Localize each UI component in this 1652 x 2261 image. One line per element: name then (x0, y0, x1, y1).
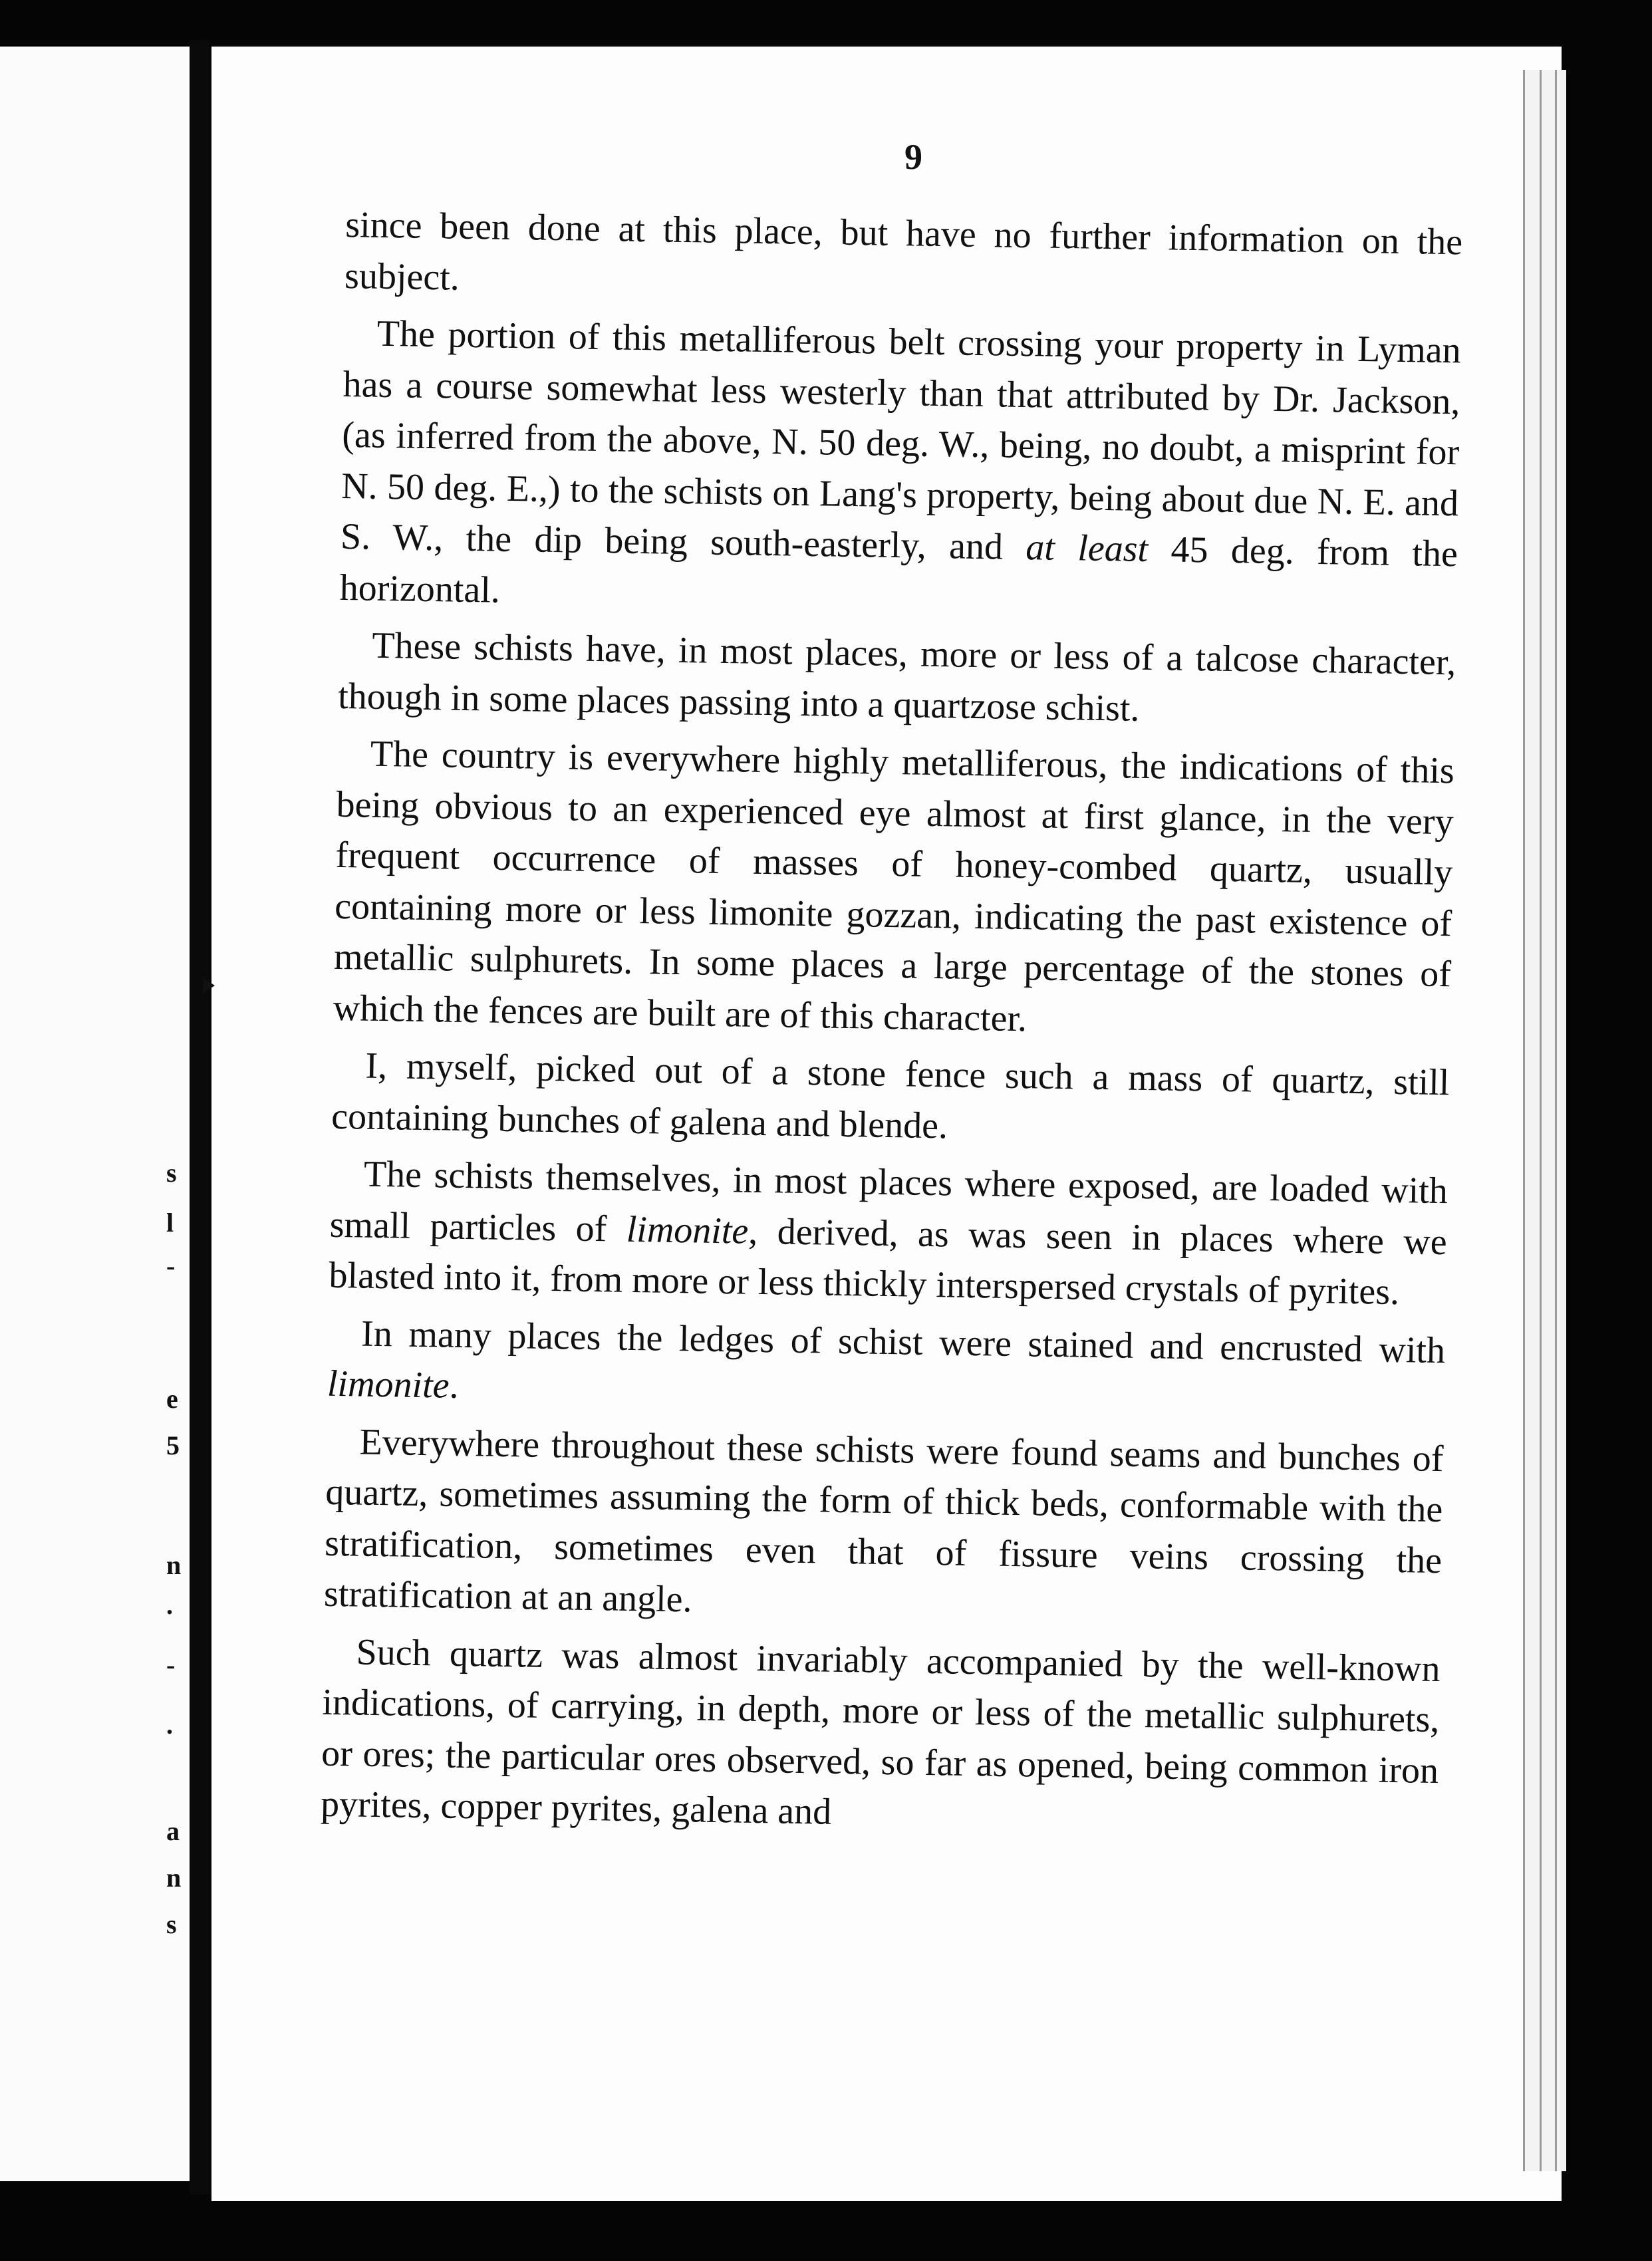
paragraph-3 (338, 620, 1456, 739)
text-run: These schists have, in most places, more or less of a talcose character, though in some places passing into a quartzose schist. (337, 624, 1456, 730)
facing-page-fragment: . (166, 1710, 173, 1740)
page-number: 9 (904, 137, 922, 177)
text-run: The schists themselves, in most places where exposed, are loaded with small particles of (329, 1153, 1448, 1250)
facing-page-fragment: e (166, 1384, 178, 1414)
text-run: Everywhere throughout these schists were found seams and bunches of quartz, sometimes assuming the form of thick beds, conformable with the stratification, sometimes even that of fissure veins crossing the stratification at an angle. (323, 1421, 1444, 1621)
book-gutter (190, 40, 209, 2194)
facing-page-fragment: - (166, 1650, 176, 1680)
text-run: The portion of this metalliferous belt crossing your property in Lyman has a course somewhat less westerly than that attributed by Dr. Jackson, (as inferred from the above, N. 50 deg. W., being, no doubt, a misprint for N. 50 deg. E.,) to the schists on Lang's property, being about due N. E. and S. W., the dip being south-easterly, and (340, 313, 1462, 569)
paragraph-5 (331, 1040, 1450, 1159)
facing-page-fragment: n (166, 1863, 182, 1893)
facing-page-fragment: - (166, 1251, 176, 1281)
paragraph-4 (333, 728, 1454, 1051)
text-run: 45 deg. from the horizontal. (339, 529, 1458, 611)
facing-page-fragment: n (166, 1550, 182, 1580)
text-run: I, myself, picked out of a stone fence such a mass of quartz, still containing bunches of galena and blende. (331, 1045, 1450, 1146)
facing-page-fragment: s (166, 1909, 177, 1939)
italic-text: limonite (327, 1363, 450, 1406)
text-run: . (449, 1365, 460, 1406)
text-run: Such quartz was almost invariably accompanied by the well-known indications, of carrying, in depth, more or less of the metallic sulphurets, or ores; the particular ores observed, so far as opened, being common iron pyrites, copper pyrites, galena and (320, 1631, 1441, 1833)
facing-page-fragment: l (166, 1208, 174, 1238)
facing-page-fragment: s (166, 1158, 177, 1188)
paragraph-1 (344, 200, 1463, 319)
paragraph-2 (339, 308, 1461, 630)
text-run: In many places the ledges of schist were stained and encrusted with (360, 1313, 1446, 1371)
paragraph-8 (323, 1416, 1444, 1637)
facing-page (0, 47, 190, 2181)
text-run: since been done at this place, but have no further information on the subject. (344, 203, 1463, 299)
page-edge (1555, 70, 1566, 2171)
italic-text: at least (1025, 527, 1149, 571)
facing-page-fragment: a (166, 1816, 180, 1846)
facing-page-fragment: . (166, 1590, 173, 1620)
page-edge (1540, 70, 1555, 2171)
paragraph-7 (327, 1307, 1445, 1426)
text-run: The country is everywhere highly metalliferous, the indications of this being obvious to an experienced eye almost at first glance, in the very frequent occurrence of masses of honey-combed quartz, usually containing more or less limonite gozzan, indicating the past existence of metallic sulphurets. In some places a large percentage of the stones of which the fences are built are of this character. (333, 733, 1455, 1039)
gutter-marker (203, 978, 215, 994)
facing-page-fragment: 5 (166, 1430, 180, 1460)
paragraph-9 (320, 1626, 1441, 1847)
page-edge (1523, 70, 1540, 2171)
body-text (320, 200, 1462, 1854)
italic-text: limonite (626, 1208, 749, 1252)
text-run: , derived, as was seen in places where we blasted into it, from more or less thickly interspersed crystals of pyrites. (329, 1210, 1448, 1313)
paragraph-6 (329, 1148, 1448, 1319)
